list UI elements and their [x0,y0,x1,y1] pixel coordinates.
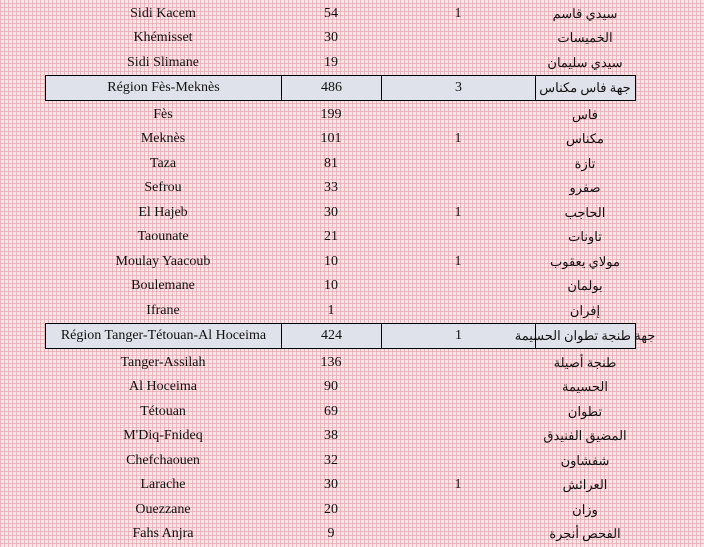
count-cell: 199 [320,106,342,122]
count-cell: 10 [324,278,338,294]
secondary-count-cell: 3 [382,76,536,100]
city-row [45,351,635,376]
city-name-ar: وزان [572,501,598,517]
city-name-fr: Tanger-Assilah [120,354,206,370]
count-cell: 30 [324,477,338,493]
city-name-fr: Fès [153,106,173,122]
count-cell: 32 [324,452,338,468]
secondary-count-cell: 1 [454,477,462,493]
count-cell: 9 [327,526,335,542]
count-cell: 21 [324,229,338,245]
city-row [45,473,635,498]
count-cell: 10 [324,253,338,269]
city-name-fr: Ifrane [146,302,180,318]
city-name-fr: Tétouan [140,403,186,419]
count-cell: 101 [320,131,342,147]
count-cell: 19 [324,54,338,70]
count-cell: 54 [324,5,338,21]
city-name-fr: Larache [140,477,186,493]
city-name-ar: سيدي سليمان [547,54,623,70]
city-name-ar: تطوان [567,403,603,419]
city-name-ar: إفران [569,302,601,318]
city-name-fr: M'Diq-Fnideq [123,428,203,444]
city-name-fr: Sefrou [144,180,182,196]
region-name-ar: جهة طنجة تطوان الحسيمة [514,327,656,343]
city-name-ar: الحاجب [564,204,606,220]
city-name-ar: تازة [574,155,596,171]
count-cell: 1 [327,302,335,318]
city-name-ar: الفحص أنجرة [549,526,621,542]
city-row [45,299,635,324]
city-row [45,274,635,299]
city-name-fr: Boulemane [131,278,195,294]
city-name-fr: Khémisset [133,30,193,46]
city-row [45,2,635,27]
city-name-ar: فاس [571,106,599,122]
city-row [45,225,635,250]
city-name-fr: Sidi Kacem [130,5,196,21]
city-name-ar: العرائش [562,477,608,493]
region-name-fr: Région Fès-Meknès [46,76,282,100]
city-name-fr: Al Hoceima [128,379,198,395]
secondary-count-cell: 1 [454,204,462,220]
city-name-ar: بولمان [567,278,603,294]
city-name-fr: Sidi Slimane [127,54,199,70]
city-name-fr: Ouezzane [135,501,191,517]
city-name-ar: طنجة أصيلة [553,354,617,370]
city-row [45,103,635,128]
region-name-fr: Région Tanger-Tétouan-Al Hoceima [46,324,282,348]
secondary-count-cell: 1 [382,324,536,348]
city-row [45,522,635,547]
city-name-ar: المضيق الفنيدق [543,428,627,444]
count-cell: 81 [324,155,338,171]
city-row [45,51,635,76]
city-row [45,26,635,51]
city-name-ar: الحسيمة [562,379,608,395]
secondary-count-cell: 1 [454,131,462,147]
secondary-count-cell: 1 [454,253,462,269]
city-name-fr: Taza [149,155,177,171]
city-name-fr: Fahs Anjra [132,526,194,542]
city-row [45,498,635,523]
city-name-ar: مكناس [566,131,604,147]
city-name-ar: شفشاون [560,452,610,468]
city-row [45,400,635,425]
city-row [45,201,635,226]
region-row [45,323,656,349]
city-row [45,424,635,449]
city-name-ar: الخميسات [557,30,613,46]
count-cell: 69 [324,403,338,419]
city-name-fr: El Hajeb [138,204,188,220]
count-cell: 136 [320,354,342,370]
region-name-ar: جهة فاس مكناس [539,79,631,95]
city-row [45,152,635,177]
count-cell: 486 [282,76,382,100]
city-name-fr: Chefchaouen [126,452,200,468]
count-cell: 38 [324,428,338,444]
city-name-ar: صفرو [569,180,601,196]
count-cell: 90 [324,379,338,395]
city-row [45,127,635,152]
city-row [45,250,635,275]
city-name-ar: مولاي يعقوب [550,253,620,269]
count-cell: 33 [324,180,338,196]
city-name-ar: تاونات [568,229,602,245]
city-row [45,375,635,400]
city-row [45,449,635,474]
count-cell: 30 [324,30,338,46]
city-name-ar: سيدي قاسم [552,5,618,21]
count-cell: 424 [282,324,382,348]
count-cell: 20 [324,501,338,517]
city-name-fr: Meknès [140,131,186,147]
count-cell: 30 [324,204,338,220]
city-row [45,176,635,201]
city-name-fr: Taounate [137,229,189,245]
city-name-fr: Moulay Yaacoub [115,253,211,269]
region-row [45,75,636,101]
secondary-count-cell: 1 [454,5,462,21]
